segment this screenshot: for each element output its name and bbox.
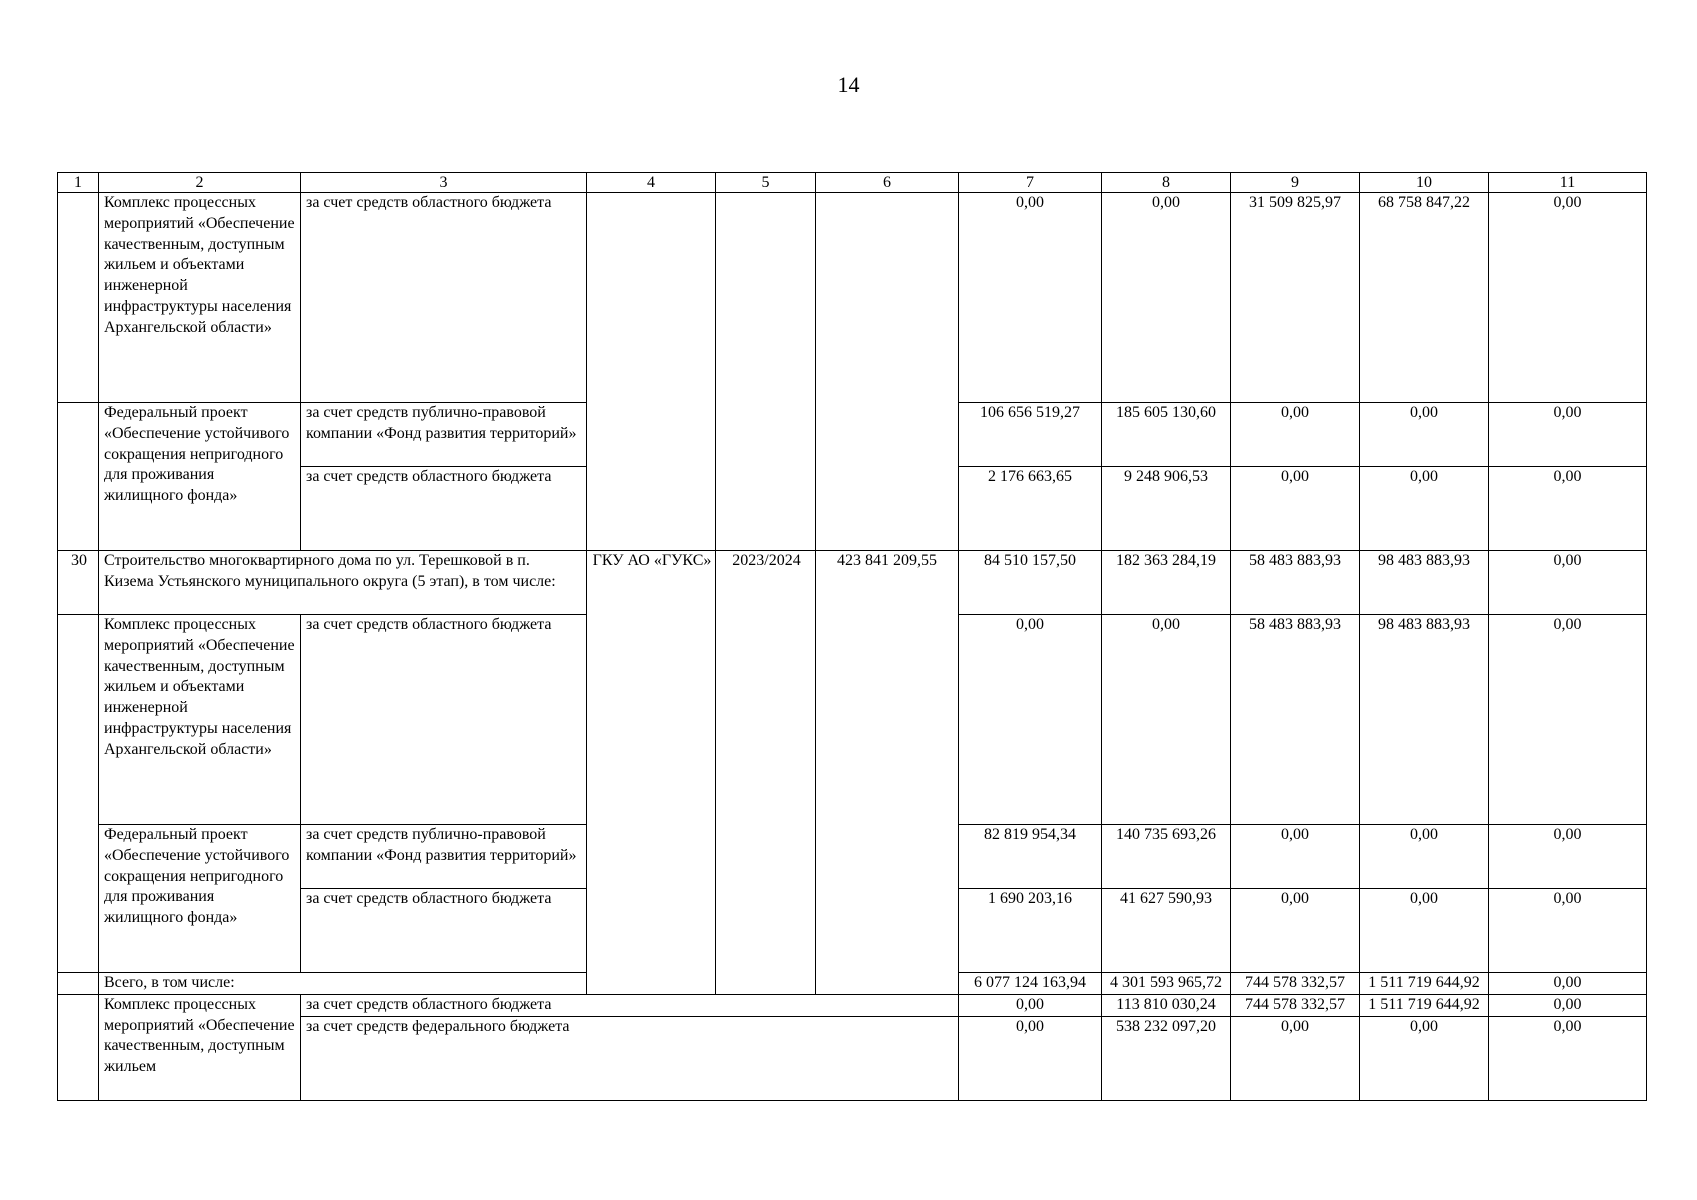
value-cell: 1 511 719 644,92: [1360, 973, 1489, 995]
value-cell: 0,00: [1489, 551, 1647, 615]
totals-row: [58, 973, 1647, 995]
value-cell: 0,00: [1360, 889, 1489, 973]
value-cell: 744 578 332,57: [1231, 994, 1360, 1016]
column-number: 8: [1102, 173, 1231, 193]
value-cell: 0,00: [1231, 825, 1360, 889]
program-name-cell: Комплекс процессных мероприятий «Обеспечение качественным, доступным жильем и объектами инженерной инфраструктуры населения Архангельской области»: [99, 615, 301, 825]
row-number-cell: 30: [58, 551, 99, 615]
value-cell: 0,00: [1231, 403, 1360, 467]
value-cell: 58 483 883,93: [1231, 615, 1360, 825]
funding-source-cell: за счет средств областного бюджета: [301, 615, 587, 825]
customer-cell: [587, 193, 716, 551]
value-cell: 0,00: [1489, 889, 1647, 973]
value-cell: 31 509 825,97: [1231, 193, 1360, 403]
value-cell: 0,00: [1489, 1016, 1647, 1100]
value-cell: 0,00: [1489, 973, 1647, 995]
column-number: 10: [1360, 173, 1489, 193]
row-number-cell: [58, 973, 99, 995]
value-cell: 0,00: [1231, 467, 1360, 551]
value-cell: 4 301 593 965,72: [1102, 973, 1231, 995]
value-cell: 0,00: [1102, 615, 1231, 825]
value-cell: 0,00: [1489, 825, 1647, 889]
column-number-row: [58, 173, 1647, 193]
column-number: 7: [959, 173, 1102, 193]
row-number-cell: [58, 193, 99, 403]
value-cell: 185 605 130,60: [1102, 403, 1231, 467]
cost-cell: 423 841 209,55: [816, 551, 959, 995]
table-row: [58, 551, 1647, 615]
value-cell: 0,00: [1489, 615, 1647, 825]
funding-source-cell: за счет средств областного бюджета: [301, 889, 587, 973]
value-cell: 0,00: [959, 994, 1102, 1016]
value-cell: 41 627 590,93: [1102, 889, 1231, 973]
period-cell: 2023/2024: [716, 551, 816, 995]
funding-source-cell: за счет средств областного бюджета: [301, 467, 587, 551]
column-number: 11: [1489, 173, 1647, 193]
period-cell: [716, 193, 816, 551]
funding-source-cell: за счет средств публично-правовой компании «Фонд развития территорий»: [301, 825, 587, 889]
program-name-cell: Федеральный проект «Обеспечение устойчивого сокращения непригодного для проживания жилищного фонда»: [99, 825, 301, 973]
value-cell: 0,00: [1489, 193, 1647, 403]
funding-source-cell: за счет средств федерального бюджета: [301, 1016, 959, 1100]
value-cell: 0,00: [1360, 403, 1489, 467]
value-cell: 0,00: [1489, 994, 1647, 1016]
totals-label-cell: Всего, в том числе:: [99, 973, 959, 995]
object-name-cell: Строительство многоквартирного дома по ул. Терешковой в п. Кизема Устьянского муниципального округа (5 этап), в том числе:: [99, 551, 587, 615]
value-cell: 82 819 954,34: [959, 825, 1102, 889]
value-cell: 6 077 124 163,94: [959, 973, 1102, 995]
value-cell: 98 483 883,93: [1360, 615, 1489, 825]
value-cell: 98 483 883,93: [1360, 551, 1489, 615]
value-cell: 0,00: [1360, 1016, 1489, 1100]
value-cell: 0,00: [1360, 467, 1489, 551]
value-cell: 58 483 883,93: [1231, 551, 1360, 615]
value-cell: 68 758 847,22: [1360, 193, 1489, 403]
column-number: 6: [816, 173, 959, 193]
funding-source-cell: за счет средств публично-правовой компании «Фонд развития территорий»: [301, 403, 587, 467]
column-number: 5: [716, 173, 816, 193]
value-cell: 744 578 332,57: [1231, 973, 1360, 995]
table-row: [58, 994, 1647, 1016]
program-name-cell: Федеральный проект «Обеспечение устойчивого сокращения непригодного для проживания жилищного фонда»: [99, 403, 301, 551]
column-number: 1: [58, 173, 99, 193]
page-number: 14: [837, 72, 860, 97]
funding-source-cell: за счет средств областного бюджета: [301, 994, 959, 1016]
value-cell: 0,00: [1231, 889, 1360, 973]
value-cell: 182 363 284,19: [1102, 551, 1231, 615]
value-cell: 140 735 693,26: [1102, 825, 1231, 889]
funding-source-cell: за счет средств областного бюджета: [301, 193, 587, 403]
value-cell: 1 690 203,16: [959, 889, 1102, 973]
value-cell: 2 176 663,65: [959, 467, 1102, 551]
value-cell: 0,00: [959, 615, 1102, 825]
value-cell: 0,00: [1489, 467, 1647, 551]
value-cell: 9 248 906,53: [1102, 467, 1231, 551]
value-cell: 0,00: [1231, 1016, 1360, 1100]
program-name-cell: Комплекс процессных мероприятий «Обеспечение качественным, доступным жильем и объектами инженерной инфраструктуры населения Архангельской области»: [99, 193, 301, 403]
value-cell: 0,00: [1489, 403, 1647, 467]
value-cell: 0,00: [1102, 193, 1231, 403]
value-cell: 0,00: [959, 1016, 1102, 1100]
value-cell: 1 511 719 644,92: [1360, 994, 1489, 1016]
column-number: 9: [1231, 173, 1360, 193]
budget-table: [57, 172, 1647, 1101]
column-number: 2: [99, 173, 301, 193]
column-number: 3: [301, 173, 587, 193]
table-row: [58, 193, 1647, 403]
row-number-cell: [58, 615, 99, 973]
value-cell: 0,00: [1360, 825, 1489, 889]
cost-cell: [816, 193, 959, 551]
value-cell: 106 656 519,27: [959, 403, 1102, 467]
column-number: 4: [587, 173, 716, 193]
value-cell: 113 810 030,24: [1102, 994, 1231, 1016]
customer-cell: ГКУ АО «ГУКС»: [587, 551, 716, 995]
value-cell: 0,00: [959, 193, 1102, 403]
value-cell: 538 232 097,20: [1102, 1016, 1231, 1100]
row-number-cell: [58, 403, 99, 551]
program-name-cell: Комплекс процессных мероприятий «Обеспечение качественным, доступным жильем: [99, 994, 301, 1100]
row-number-cell: [58, 994, 99, 1100]
value-cell: 84 510 157,50: [959, 551, 1102, 615]
